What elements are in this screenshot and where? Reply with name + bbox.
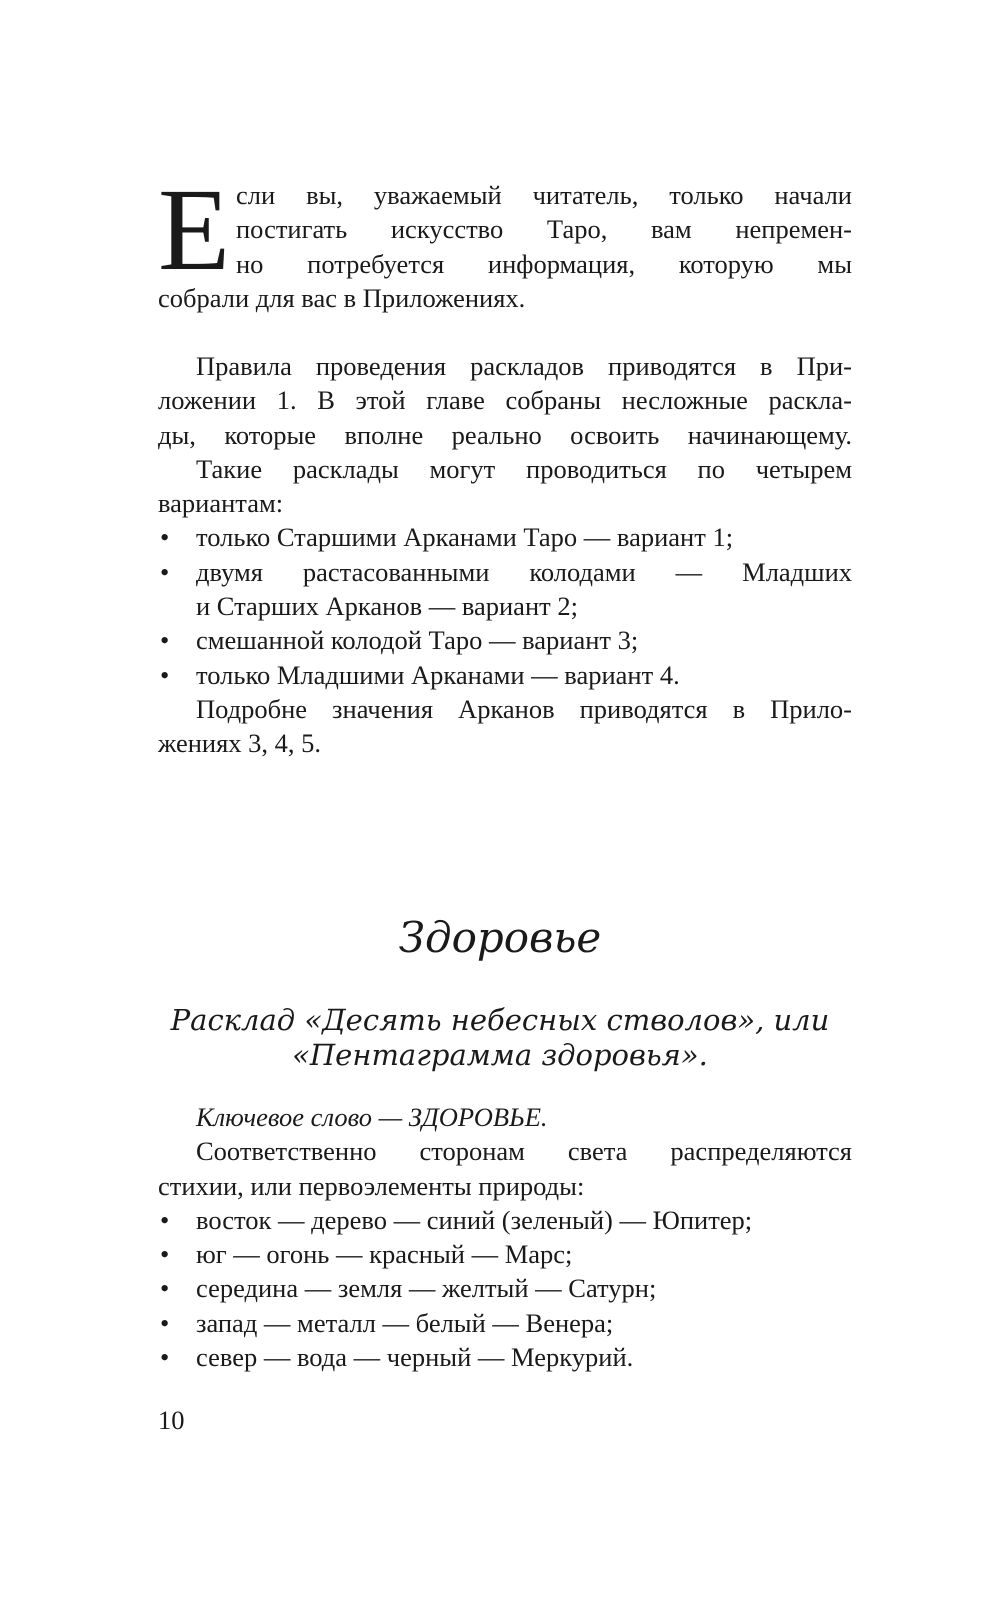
bullet: •	[160, 522, 170, 553]
subtitle-line: Расклад «Десять небесных стволов», или	[170, 1003, 830, 1037]
list-item	[158, 520, 852, 554]
section-subtitle	[0, 1003, 1000, 1073]
list-item-text: юг — огонь — красный — Марс;	[196, 1239, 573, 1270]
bullet: •	[160, 1239, 170, 1270]
intro-paragraph	[236, 178, 852, 281]
list-item	[158, 555, 852, 589]
section-title: Здоровье	[398, 913, 602, 962]
list-item	[158, 1340, 852, 1374]
text-line: сли вы, уважаемый читатель, только начали	[236, 180, 852, 210]
list-item-text: только Младшими Арканами — вариант 4.	[196, 659, 680, 690]
text-line: вариантам:	[158, 488, 284, 519]
bullet: •	[160, 556, 170, 587]
text-line: собрали для вас в Приложениях.	[158, 283, 526, 313]
text-line: Правила проведения раскладов приводятся в При-	[196, 351, 852, 381]
text-line: Подробне значения Арканов приводятся в Прило-	[196, 693, 852, 724]
list-item	[158, 658, 852, 692]
text-line: постигать искусство Таро, вам непремен-	[236, 214, 852, 245]
bullet: •	[160, 1204, 170, 1235]
subtitle-line: «Пентаграмма здоровья».	[292, 1038, 708, 1072]
text-line: жениях 3, 4, 5.	[158, 728, 322, 759]
list-item	[158, 1237, 852, 1271]
bullet: •	[160, 659, 170, 690]
list-item	[158, 1306, 852, 1340]
text-line: стихии, или первоэлементы природы:	[158, 1170, 585, 1201]
list-item-text: двумя растасованными колодами — Младших	[196, 556, 852, 587]
text-line: но потребуется информация, которую мы	[236, 248, 852, 279]
list-item-continuation: и Старших Арканов — вариант 2;	[196, 591, 578, 622]
list-item	[158, 623, 852, 657]
list-item-text: север — вода — черный — Меркурий.	[196, 1342, 634, 1373]
text-line: ложении 1. В этой главе собраны несложные расклa-	[158, 385, 852, 416]
keyword-line: Ключевое слово — ЗДОРОВЬЕ.	[196, 1102, 548, 1132]
text-line: Такие расклады могут проводиться по четырем	[196, 453, 852, 484]
text-line: Соответственно сторонам света распределяются	[196, 1136, 852, 1167]
intro-last-line	[158, 281, 852, 315]
bullet: •	[160, 1307, 170, 1338]
list-item-text: восток — дерево — синий (зеленый) — Юпитер;	[196, 1204, 753, 1235]
list-item-text: середина — земля — желтый — Сатурн;	[196, 1273, 657, 1304]
list-item	[158, 1271, 852, 1305]
bullet: •	[160, 1273, 170, 1304]
drop-cap: Е	[158, 164, 231, 295]
list-item-text: только Старшими Арканами Таро — вариант 1;	[196, 522, 734, 553]
body-text	[158, 349, 852, 761]
health-text	[158, 1100, 852, 1374]
text-line: ды, которые вполне реально освоить начинающему.	[158, 419, 852, 450]
list-item	[158, 1203, 852, 1237]
list-item-text: смешанной колодой Таро — вариант 3;	[196, 625, 639, 656]
bullet: •	[160, 1342, 170, 1373]
bullet: •	[160, 625, 170, 656]
page-number: 10	[158, 1405, 185, 1435]
list-item-text: запад — металл — белый — Венера;	[196, 1307, 614, 1338]
